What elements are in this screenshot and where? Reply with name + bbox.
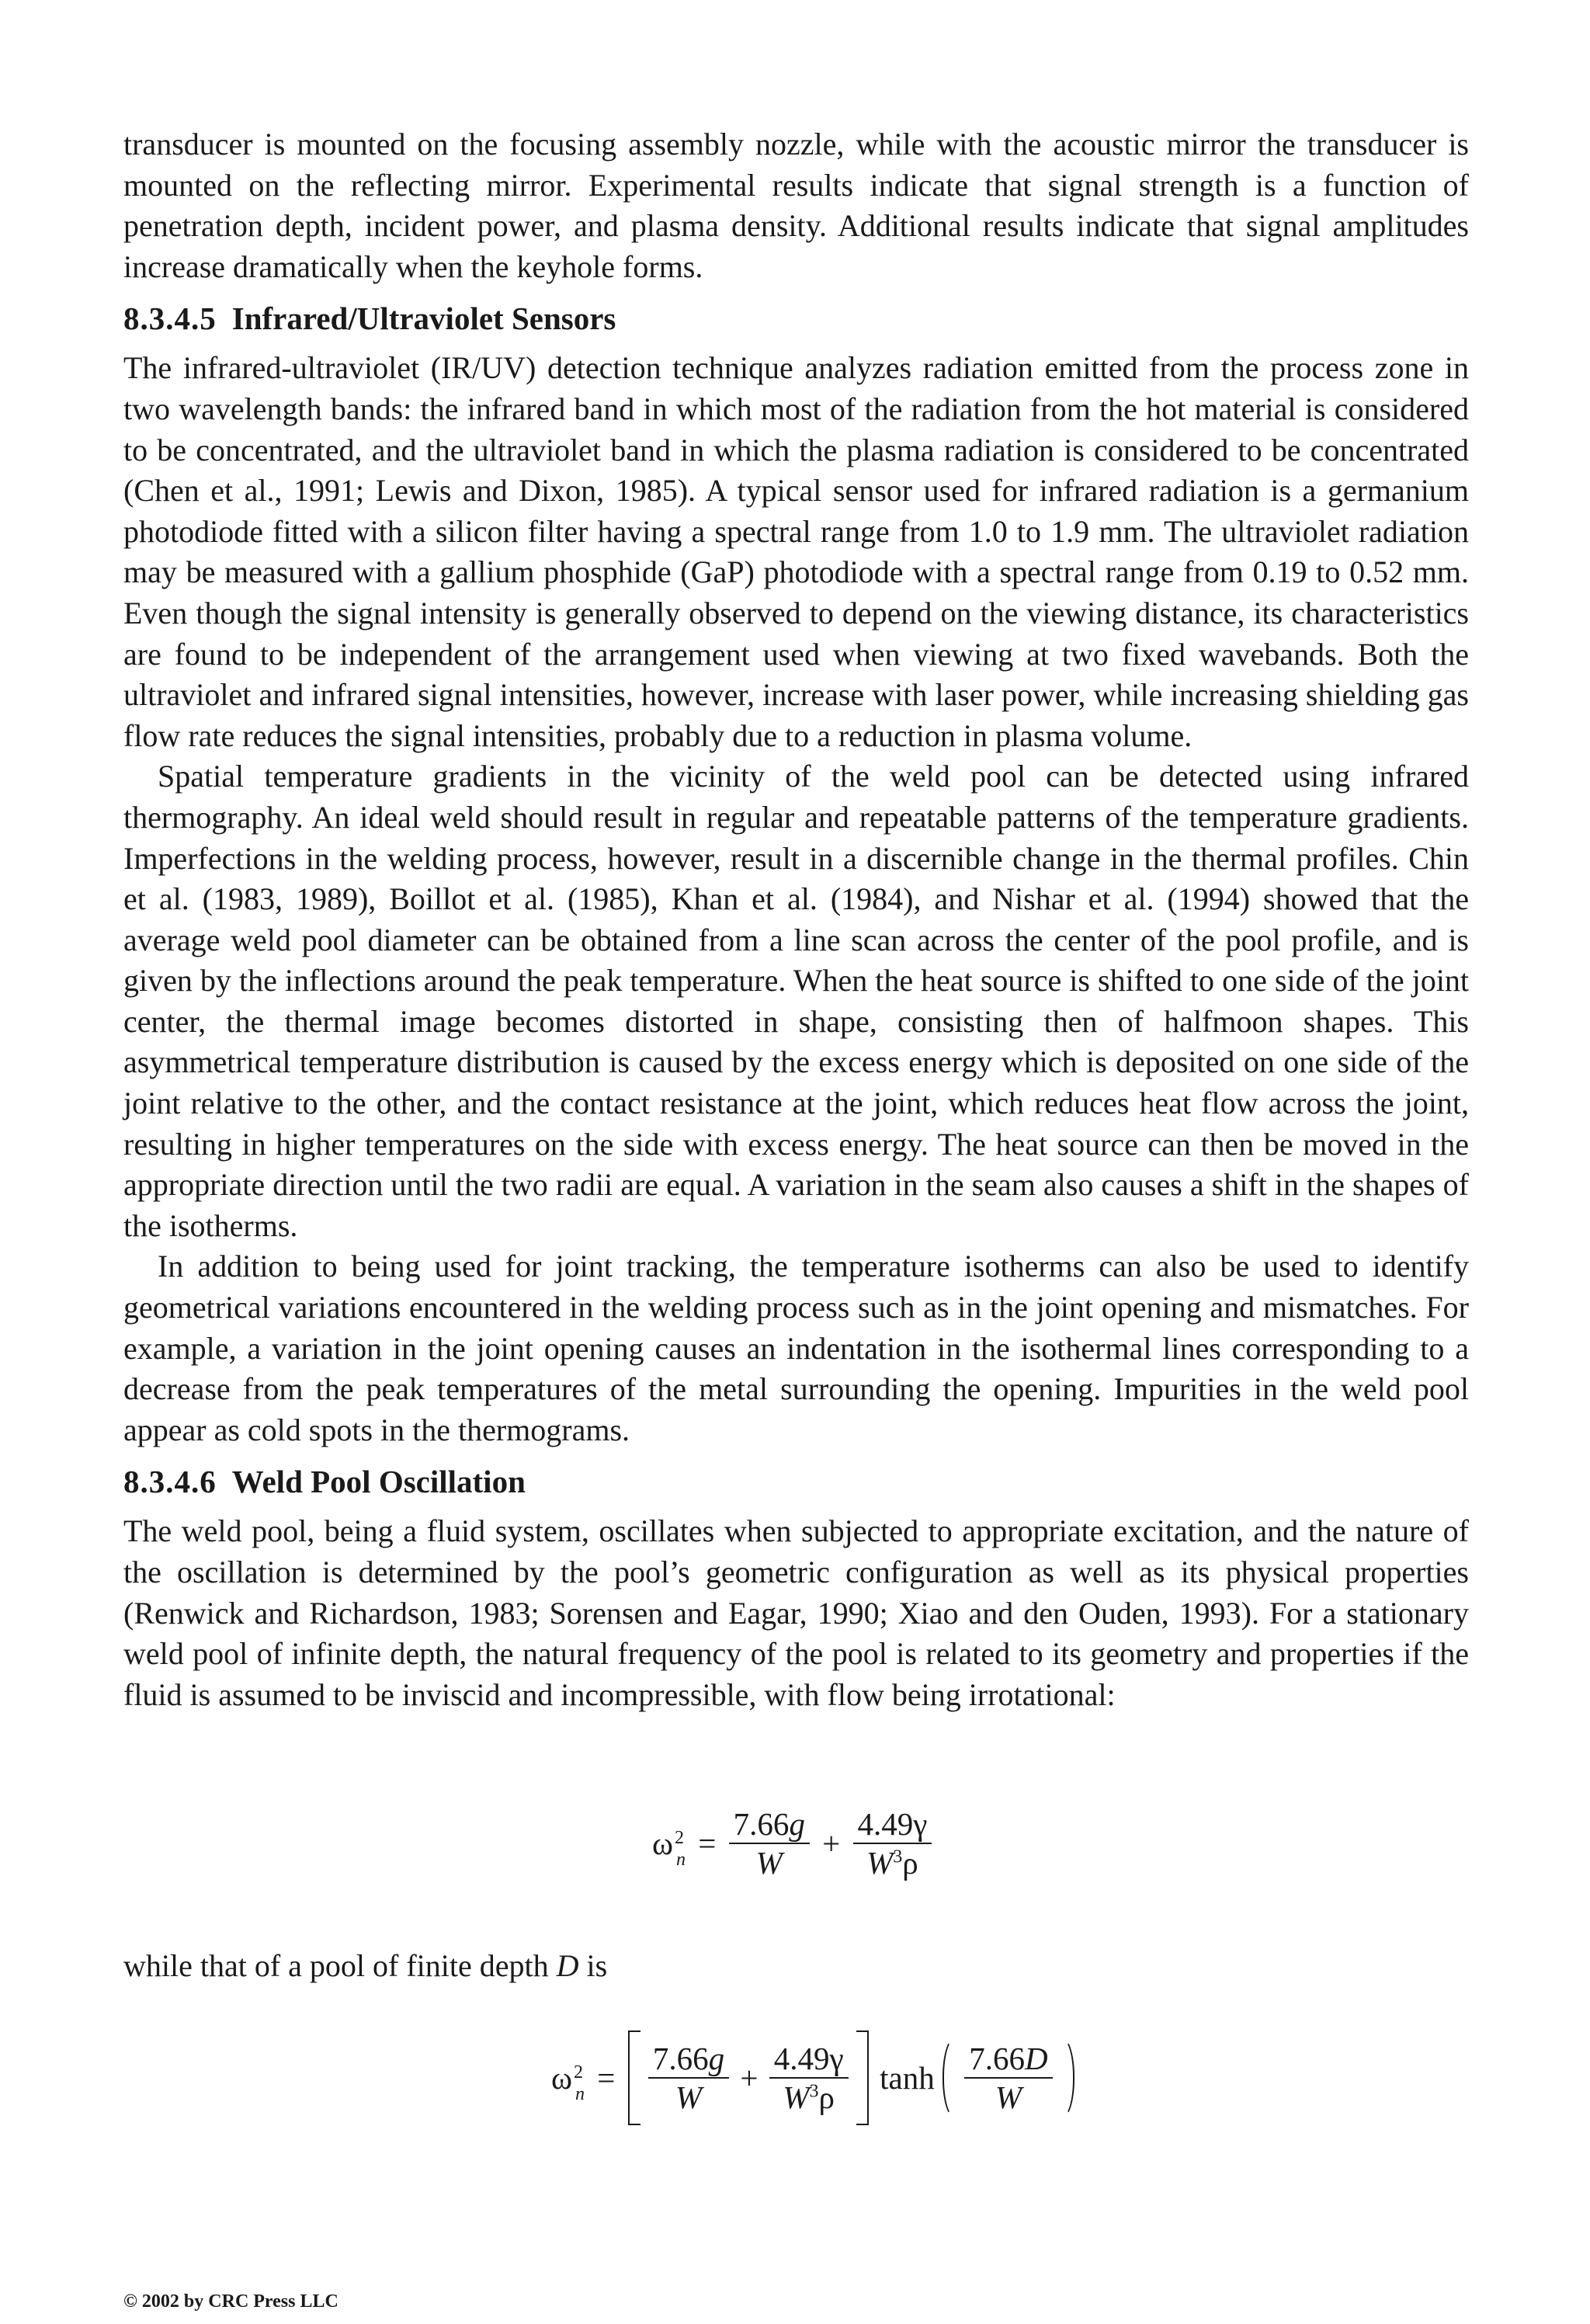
tanh-function: tanh (880, 2060, 935, 2096)
superscript: 2 (574, 2062, 583, 2083)
subscript: n (676, 1850, 686, 1870)
omega-n-squared (652, 1825, 686, 1870)
omega-n-squared (551, 2059, 585, 2104)
section-number: 8.3.4.5 (123, 300, 217, 337)
fraction-term-1 (648, 2040, 729, 2116)
plus-sign: + (740, 2060, 759, 2096)
equals-sign: = (698, 1826, 717, 1861)
equation-finite-depth (551, 2030, 1074, 2125)
numerator: 4.49γ (773, 2041, 844, 2076)
fraction-tanh-argument (964, 2040, 1052, 2116)
section-heading-ir-uv (123, 295, 1469, 342)
numerator: 7.66D (969, 2041, 1048, 2076)
den-exponent: 3 (893, 1846, 903, 1867)
omega-symbol: ω (652, 1826, 673, 1861)
paragraph: Spatial temperature gradients in the vicinity of the weld pool can be detected using infrared thermography. An ideal weld should result in regular and repeatable patterns of the temperature gradients. Imperfections in the welding process, however, result in a discernible change in the thermal profiles. Chin et al. (1983, 1989), Boillot et al. (1985), Khan et al. (1984), and Nishar et al. (1994) showed that the average weld pool diameter can be obtained from a line scan across the center of the pool profile, and is given by the inflections around the peak temperature. When the heat source is shifted to one side of the joint center, the thermal image becomes distorted in shape, consisting then of halfmoon shapes. This asymmetrical temperature distribution is caused by the excess energy which is deposited on one side of the joint relative to the other, and the contact resistance at the joint, which reduces heat flow across the joint, resulting in higher temperatures on the side with excess energy. The heat source can then be moved in the appropriate direction until the two radii are equal. A variation in the seam also causes a shift in the shapes of the isotherms. (123, 759, 1469, 1243)
denominator: W (964, 2077, 1052, 2116)
section-title: Weld Pool Oscillation (231, 1464, 526, 1500)
subscript: n (575, 2084, 585, 2104)
left-bracket (628, 2030, 641, 2125)
numerator: 4.49γ (857, 1806, 928, 1842)
den-w: W (866, 1845, 894, 1881)
equation-infinite-depth (652, 1805, 932, 1881)
paragraph: The infrared-ultraviolet (IR/UV) detection technique analyzes radiation emitted from the process zone in two wavelength bands: the infrared band in which most of the radiation from the hot material is considered to be concentrated, and the ultraviolet band in which the plasma radiation is considered to be concentrated (Chen et al., 1991; Lewis and Dixon, 1985). A typical sensor used for infrared radiation is a germanium photodiode fitted with a silicon filter having a spectral range from 1.0 to 1.9 mm. The ultraviolet radiation may be measured with a gallium phosphide (GaP) photodiode with a spectral range from 0.19 to 0.52 mm. Even though the signal intensity is generally observed to depend on the viewing distance, its characteristics are found to be independent of the arrangement used when viewing at two fixed wavebands. Both the ultraviolet and infrared signal intensities, however, increase with laser power, while increasing shielding gas flow rate reduces the signal intensities, probably due to a reduction in plasma volume. (123, 350, 1469, 753)
den-w: W (783, 2079, 810, 2115)
den-exponent: 3 (809, 2081, 819, 2102)
plus-sign: + (822, 1826, 841, 1861)
fraction-term-2 (769, 2040, 849, 2116)
section-heading-weld-pool (123, 1458, 1469, 1505)
section-number: 8.3.4.6 (123, 1464, 217, 1500)
numerator: 7.66g (652, 2041, 725, 2076)
denominator (853, 1843, 932, 1881)
between-var: D (556, 1948, 579, 1983)
right-paren (1061, 2037, 1074, 2118)
den-rho: ρ (902, 1845, 918, 1881)
superscript: 2 (675, 1828, 684, 1848)
right-bracket (856, 2030, 869, 2125)
denominator: W (648, 2077, 729, 2116)
fraction-term-2 (853, 1805, 932, 1881)
page-body (123, 124, 1469, 1715)
fraction-term-1: $\frac{7.66g}{W}$ (729, 1805, 810, 1881)
omega-symbol: ω (551, 2060, 572, 2096)
denominator: W (729, 1843, 810, 1881)
paragraph: The weld pool, being a fluid system, oscillates when subjected to appropriate excitation, and the nature of the oscillation is determined by the pool’s geometric configuration as well as its physical properties (Renwick and Richardson, 1983; Sorensen and Eagar, 1990; Xiao and den Ouden, 1993). For a stationary weld pool of infinite depth, the natural frequency of the pool is related to its geometry and properties if the fluid is assumed to be inviscid and incompressible, with flow being irrotational: (123, 1513, 1469, 1712)
section-title: Infrared/Ultraviolet Sensors (231, 300, 616, 337)
between-line (123, 1947, 607, 1984)
paragraph: In addition to being used for joint tracking, the temperature isotherms can also be used to identify geometrical variations encountered in the welding process such as in the joint opening and mismatches. For example, a variation in the joint opening causes an indentation in the isothermal lines corresponding to a decrease from the peak temperatures of the metal surrounding the opening. Impurities in the weld pool appear as cold spots in the thermograms. (123, 1249, 1469, 1447)
copyright-footer: © 2002 by CRC Press LLC (123, 2291, 338, 2312)
intro-paragraph: transducer is mounted on the focusing assembly nozzle, while with the acoustic mirror the transducer is mounted on the reflecting mirror. Experimental results indicate that signal strength is a function of penetration depth, incident power, and plasma density. Additional results indicate that signal amplitudes increase dramatically when the keyhole forms. (123, 127, 1469, 284)
denominator (769, 2077, 849, 2116)
den-rho: ρ (818, 2079, 835, 2115)
left-paren (943, 2037, 956, 2118)
between-tail: is (586, 1948, 608, 1983)
equals-sign: = (597, 2060, 616, 2096)
between-text: while that of a pool of finite depth (123, 1948, 549, 1983)
